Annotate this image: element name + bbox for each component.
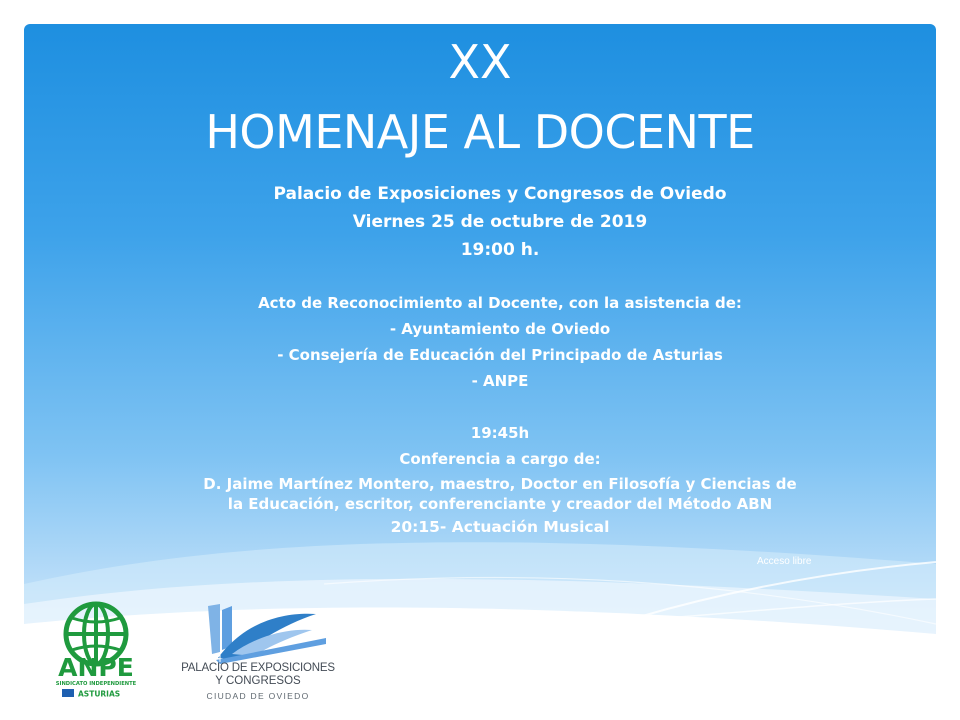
speaker-line: D. Jaime Martínez Montero, maestro, Doctor en Filosofía y Ciencias de xyxy=(203,475,797,493)
palacio-city: CIUDAD DE OVIEDO xyxy=(206,691,310,701)
conference-label: Conferencia a cargo de: xyxy=(399,450,601,468)
conference-time: 19:45h xyxy=(470,424,530,442)
music-performance: 20:15- Actuación Musical xyxy=(390,518,610,536)
venue-name: Palacio de Exposiciones y Congresos de Oviedo xyxy=(273,184,727,204)
anpe-region: ASTURIAS xyxy=(78,689,121,699)
palacio-name-line1: PALACIO DE EXPOSICIONES xyxy=(181,662,335,674)
speaker-description xyxy=(110,472,890,514)
palacio-name-line2: Y CONGRESOS xyxy=(215,675,301,687)
event-time: 19:00 h. xyxy=(460,240,540,260)
page-title: HOMENAJE AL DOCENTE xyxy=(205,105,755,159)
speaker-line: la Educación, escritor, conferenciante y creador del Método ABN xyxy=(227,495,773,513)
attendee-item: - Consejería de Educación del Principado de Asturias xyxy=(277,346,723,364)
program-intro: Acto de Reconocimiento al Docente, con la asistencia de: xyxy=(258,294,742,312)
program-block xyxy=(110,290,890,542)
attendee-item: - Ayuntamiento de Oviedo xyxy=(389,320,611,338)
event-date: Viernes 25 de octubre de 2019 xyxy=(352,212,648,232)
edition-number: XX xyxy=(448,35,512,89)
anpe-tagline: SINDICATO INDEPENDIENTE xyxy=(55,681,137,687)
access-note: Acceso libre xyxy=(757,556,812,567)
attendee-item: - ANPE xyxy=(471,372,529,390)
spacer xyxy=(110,394,890,420)
anpe-wordmark: ANPE xyxy=(58,653,134,682)
anpe-logo xyxy=(42,596,152,706)
venue-block xyxy=(110,180,890,264)
